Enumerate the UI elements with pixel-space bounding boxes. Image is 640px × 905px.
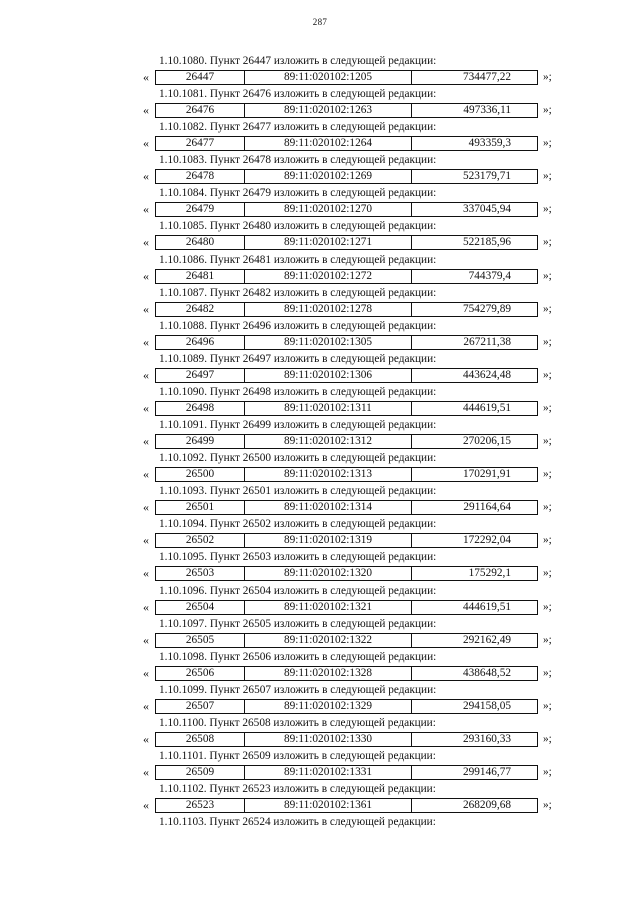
entry-heading: 1.10.1097. Пункт 26505 изложить в следующей редакции: xyxy=(159,617,437,630)
cadastral-number-cell: 89:11:020102:1263 xyxy=(245,104,412,117)
entry-heading: 1.10.1086. Пункт 26481 изложить в следующей редакции: xyxy=(159,253,437,266)
cadastral-number-cell: 89:11:020102:1329 xyxy=(245,700,412,713)
item-number-cell: 26504 xyxy=(156,601,245,614)
close-quote: »; xyxy=(543,104,552,117)
close-quote: »; xyxy=(543,236,552,249)
amendment-entry xyxy=(143,550,563,583)
close-quote: »; xyxy=(543,203,552,216)
value-cell: 299146,77 xyxy=(462,765,511,778)
item-number-cell: 26478 xyxy=(156,170,245,183)
open-quote: « xyxy=(143,70,149,84)
item-number-cell: 26496 xyxy=(156,336,245,349)
amendment-entry xyxy=(143,54,563,87)
open-quote: « xyxy=(143,400,149,415)
table-row xyxy=(155,335,538,350)
page-number: 287 xyxy=(312,17,328,27)
close-quote: »; xyxy=(543,302,552,315)
open-quote: « xyxy=(143,665,149,680)
value-cell: 175292,1 xyxy=(468,567,511,580)
cadastral-number-cell: 89:11:020102:1305 xyxy=(245,336,412,349)
cadastral-number-cell: 89:11:020102:1205 xyxy=(245,71,412,84)
item-number-cell: 26505 xyxy=(156,634,245,647)
table-row xyxy=(155,467,538,482)
open-quote: « xyxy=(143,301,149,316)
close-quote: »; xyxy=(543,666,552,679)
table-row xyxy=(155,798,538,813)
cadastral-number-cell: 89:11:020102:1270 xyxy=(245,203,412,216)
entry-heading: 1.10.1090. Пункт 26498 изложить в следующей редакции: xyxy=(159,385,437,398)
close-quote: »; xyxy=(543,600,552,613)
close-quote: »; xyxy=(543,732,552,745)
amendment-entry xyxy=(143,186,563,219)
open-quote: « xyxy=(143,202,149,217)
value-cell: 337045,94 xyxy=(462,203,511,216)
open-quote: « xyxy=(143,334,149,349)
open-quote: « xyxy=(143,268,149,283)
item-number-cell: 26501 xyxy=(156,501,245,514)
cadastral-number-cell: 89:11:020102:1314 xyxy=(245,501,412,514)
open-quote: « xyxy=(143,698,149,713)
entry-heading: 1.10.1101. Пункт 26509 изложить в следующей редакции: xyxy=(159,749,436,762)
open-quote: « xyxy=(143,367,149,382)
amendment-entry xyxy=(143,683,563,716)
value-cell: 270206,15 xyxy=(462,435,511,448)
open-quote: « xyxy=(143,136,149,151)
open-quote: « xyxy=(143,169,149,184)
item-number-cell: 26509 xyxy=(156,766,245,779)
table-row xyxy=(155,169,538,184)
value-cell: 744379,4 xyxy=(468,269,511,282)
entry-heading: 1.10.1087. Пункт 26482 изложить в следующей редакции: xyxy=(159,286,437,299)
amendment-list xyxy=(143,54,563,848)
entry-heading: 1.10.1084. Пункт 26479 изложить в следующей редакции: xyxy=(159,187,437,200)
final-heading: 1.10.1103. Пункт 26524 изложить в следующей редакции: xyxy=(159,816,436,829)
item-number-cell: 26476 xyxy=(156,104,245,117)
open-quote: « xyxy=(143,467,149,482)
entry-heading: 1.10.1081. Пункт 26476 изложить в следующей редакции: xyxy=(159,88,437,101)
close-quote: »; xyxy=(543,534,552,547)
entry-heading: 1.10.1088. Пункт 26496 изложить в следующей редакции: xyxy=(159,319,437,332)
amendment-entry xyxy=(143,352,563,385)
item-number-cell: 26502 xyxy=(156,534,245,547)
value-cell: 172292,04 xyxy=(462,534,511,547)
table-row xyxy=(155,765,538,780)
value-cell: 444619,51 xyxy=(462,401,511,414)
entries-container xyxy=(143,54,563,815)
amendment-entry xyxy=(143,219,563,252)
item-number-cell: 26447 xyxy=(156,71,245,84)
amendment-entry xyxy=(143,253,563,286)
value-cell: 523179,71 xyxy=(462,170,511,183)
cadastral-number-cell: 89:11:020102:1271 xyxy=(245,236,412,249)
open-quote: « xyxy=(143,533,149,548)
table-row xyxy=(155,103,538,118)
entry-heading: 1.10.1093. Пункт 26501 изложить в следующей редакции: xyxy=(159,485,437,498)
close-quote: »; xyxy=(543,567,552,580)
close-quote: »; xyxy=(543,501,552,514)
amendment-entry xyxy=(143,484,563,517)
entry-heading: 1.10.1096. Пункт 26504 изложить в следующей редакции: xyxy=(159,584,437,597)
amendment-entry xyxy=(143,782,563,815)
entry-heading: 1.10.1091. Пункт 26499 изложить в следующей редакции: xyxy=(159,419,437,432)
entry-heading: 1.10.1100. Пункт 26508 изложить в следующей редакции: xyxy=(159,716,436,729)
table-row xyxy=(155,699,538,714)
item-number-cell: 26523 xyxy=(156,799,245,812)
value-cell: 754279,89 xyxy=(462,302,511,315)
table-row xyxy=(155,600,538,615)
amendment-entry xyxy=(143,286,563,319)
amendment-entry xyxy=(143,120,563,153)
close-quote: »; xyxy=(543,137,552,150)
item-number-cell: 26498 xyxy=(156,402,245,415)
table-row xyxy=(155,434,538,449)
entry-heading: 1.10.1089. Пункт 26497 изложить в следующей редакции: xyxy=(159,352,437,365)
item-number-cell: 26477 xyxy=(156,137,245,150)
value-cell: 497336,11 xyxy=(463,104,511,117)
close-quote: »; xyxy=(543,699,552,712)
amendment-entry xyxy=(143,451,563,484)
table-row xyxy=(155,202,538,217)
close-quote: »; xyxy=(543,269,552,282)
value-cell: 438648,52 xyxy=(462,666,511,679)
entry-heading: 1.10.1092. Пункт 26500 изложить в следующей редакции: xyxy=(159,452,437,465)
table-row xyxy=(155,401,538,416)
cadastral-number-cell: 89:11:020102:1322 xyxy=(245,634,412,647)
value-cell: 268209,68 xyxy=(462,799,511,812)
table-row xyxy=(155,666,538,681)
item-number-cell: 26503 xyxy=(156,567,245,580)
amendment-entry xyxy=(143,319,563,352)
value-cell: 522185,96 xyxy=(462,236,511,249)
amendment-entry xyxy=(143,87,563,120)
close-quote: »; xyxy=(543,633,552,646)
open-quote: « xyxy=(143,566,149,581)
value-cell: 267211,38 xyxy=(463,335,511,348)
entry-heading: 1.10.1083. Пункт 26478 изложить в следующей редакции: xyxy=(159,154,437,167)
table-row xyxy=(155,368,538,383)
close-quote: »; xyxy=(543,799,552,812)
close-quote: »; xyxy=(543,765,552,778)
value-cell: 293160,33 xyxy=(462,732,511,745)
cadastral-number-cell: 89:11:020102:1361 xyxy=(245,799,412,812)
entry-heading: 1.10.1099. Пункт 26507 изложить в следующей редакции: xyxy=(159,683,437,696)
entry-heading: 1.10.1094. Пункт 26502 изложить в следующей редакции: xyxy=(159,518,437,531)
item-number-cell: 26506 xyxy=(156,667,245,680)
value-cell: 170291,91 xyxy=(462,468,511,481)
final-entry xyxy=(143,815,563,848)
value-cell: 443624,48 xyxy=(462,368,511,381)
item-number-cell: 26479 xyxy=(156,203,245,216)
amendment-entry xyxy=(143,517,563,550)
value-cell: 294158,05 xyxy=(462,699,511,712)
cadastral-number-cell: 89:11:020102:1306 xyxy=(245,369,412,382)
item-number-cell: 26481 xyxy=(156,270,245,283)
cadastral-number-cell: 89:11:020102:1320 xyxy=(245,567,412,580)
close-quote: »; xyxy=(543,435,552,448)
open-quote: « xyxy=(143,103,149,118)
cadastral-number-cell: 89:11:020102:1311 xyxy=(245,402,412,415)
item-number-cell: 26508 xyxy=(156,733,245,746)
amendment-entry xyxy=(143,385,563,418)
close-quote: »; xyxy=(543,368,552,381)
cadastral-number-cell: 89:11:020102:1272 xyxy=(245,270,412,283)
cadastral-number-cell: 89:11:020102:1331 xyxy=(245,766,412,779)
value-cell: 291164,64 xyxy=(463,501,511,514)
entry-heading: 1.10.1080. Пункт 26447 изложить в следующей редакции: xyxy=(159,55,437,67)
cadastral-number-cell: 89:11:020102:1321 xyxy=(245,601,412,614)
cadastral-number-cell: 89:11:020102:1330 xyxy=(245,733,412,746)
close-quote: »; xyxy=(543,71,552,83)
amendment-entry xyxy=(143,153,563,186)
cadastral-number-cell: 89:11:020102:1313 xyxy=(245,468,412,481)
open-quote: « xyxy=(143,731,149,746)
table-row xyxy=(155,566,538,581)
value-cell: 493359,3 xyxy=(468,137,511,150)
close-quote: »; xyxy=(543,335,552,348)
item-number-cell: 26507 xyxy=(156,700,245,713)
table-row xyxy=(155,633,538,648)
open-quote: « xyxy=(143,764,149,779)
table-row xyxy=(155,533,538,548)
table-row xyxy=(155,500,538,515)
entry-heading: 1.10.1085. Пункт 26480 изложить в следующей редакции: xyxy=(159,220,437,233)
cadastral-number-cell: 89:11:020102:1264 xyxy=(245,137,412,150)
amendment-entry xyxy=(143,716,563,749)
open-quote: « xyxy=(143,500,149,515)
cadastral-number-cell: 89:11:020102:1312 xyxy=(245,435,412,448)
cadastral-number-cell: 89:11:020102:1319 xyxy=(245,534,412,547)
table-row xyxy=(155,302,538,317)
close-quote: »; xyxy=(543,170,552,183)
cadastral-number-cell: 89:11:020102:1328 xyxy=(245,667,412,680)
value-cell: 734477,22 xyxy=(462,71,511,83)
open-quote: « xyxy=(143,434,149,449)
item-number-cell: 26500 xyxy=(156,468,245,481)
table-row xyxy=(155,235,538,250)
item-number-cell: 26499 xyxy=(156,435,245,448)
entry-heading: 1.10.1082. Пункт 26477 изложить в следующей редакции: xyxy=(159,121,437,134)
item-number-cell: 26482 xyxy=(156,303,245,316)
open-quote: « xyxy=(143,599,149,614)
table-row xyxy=(155,269,538,284)
entry-heading: 1.10.1098. Пункт 26506 изложить в следующей редакции: xyxy=(159,650,437,663)
amendment-entry xyxy=(143,617,563,650)
entry-heading: 1.10.1102. Пункт 26523 изложить в следующей редакции: xyxy=(159,783,436,796)
value-cell: 292162,49 xyxy=(462,633,511,646)
table-row xyxy=(155,136,538,151)
item-number-cell: 26497 xyxy=(156,369,245,382)
open-quote: « xyxy=(143,235,149,250)
open-quote: « xyxy=(143,798,149,813)
amendment-entry xyxy=(143,650,563,683)
table-row xyxy=(155,732,538,747)
value-cell: 444619,51 xyxy=(462,600,511,613)
close-quote: »; xyxy=(543,401,552,414)
cadastral-number-cell: 89:11:020102:1269 xyxy=(245,170,412,183)
table-row xyxy=(155,70,538,85)
amendment-entry xyxy=(143,749,563,782)
close-quote: »; xyxy=(543,468,552,481)
open-quote: « xyxy=(143,632,149,647)
amendment-entry xyxy=(143,584,563,617)
entry-heading: 1.10.1095. Пункт 26503 изложить в следующей редакции: xyxy=(159,551,437,564)
item-number-cell: 26480 xyxy=(156,236,245,249)
amendment-entry xyxy=(143,418,563,451)
cadastral-number-cell: 89:11:020102:1278 xyxy=(245,303,412,316)
